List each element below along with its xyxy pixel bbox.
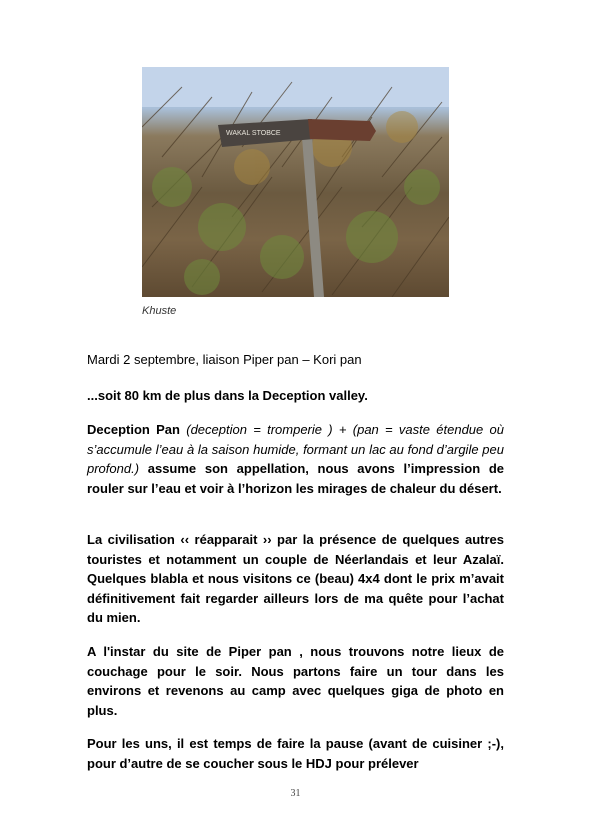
paragraph-5: Pour les uns, il est temps de faire la pause (avant de cuisiner ;-), pour d’autre de se coucher sous le HDJ pour prélever [87, 736, 504, 771]
paragraph-2-bold-end: assume son appellation, nous avons l’impression de rouler sur l’eau et voir à l’horizon les mirages de chaleur du désert. [87, 461, 504, 496]
date-heading: Mardi 2 septembre, liaison Piper pan – Kori pan [87, 352, 362, 367]
paragraph-2-definition: (deception = tromperie ) + (pan = vaste étendue où s’accumule l’eau à la saison humide, formant un lac au fond d’argile peu profond.) [87, 422, 504, 476]
sign-text: WAKAL STOBCE [226, 130, 281, 137]
paragraph-1: ...soit 80 km de plus dans la Deception valley. [87, 388, 368, 403]
page-number: 31 [290, 788, 301, 799]
paragraph-3: La civilisation ‹‹ réapparait ›› par la présence de quelques autres touristes et notamment un couple de Néerlandais et leur Azalaï. Quelques blabla et nous visitons ce (beau) 4x4 dont le prix m’avait définitivement fait regarder ailleurs lors de ma quête pour l’achat du mien. [87, 532, 504, 625]
paragraph-2 [87, 420, 504, 498]
paragraph-4: A l'instar du site de Piper pan , nous trouvons notre lieux de couchage pour le soir. Nous partons faire un tour dans les environs et revenons au camp avec quelques giga de photo en plus. [87, 644, 504, 718]
signpost-illustration [142, 67, 449, 297]
paragraph-2-bold-start: Deception Pan [87, 422, 180, 437]
signpost-photo [142, 67, 449, 297]
figure-caption: Khuste [142, 305, 177, 317]
